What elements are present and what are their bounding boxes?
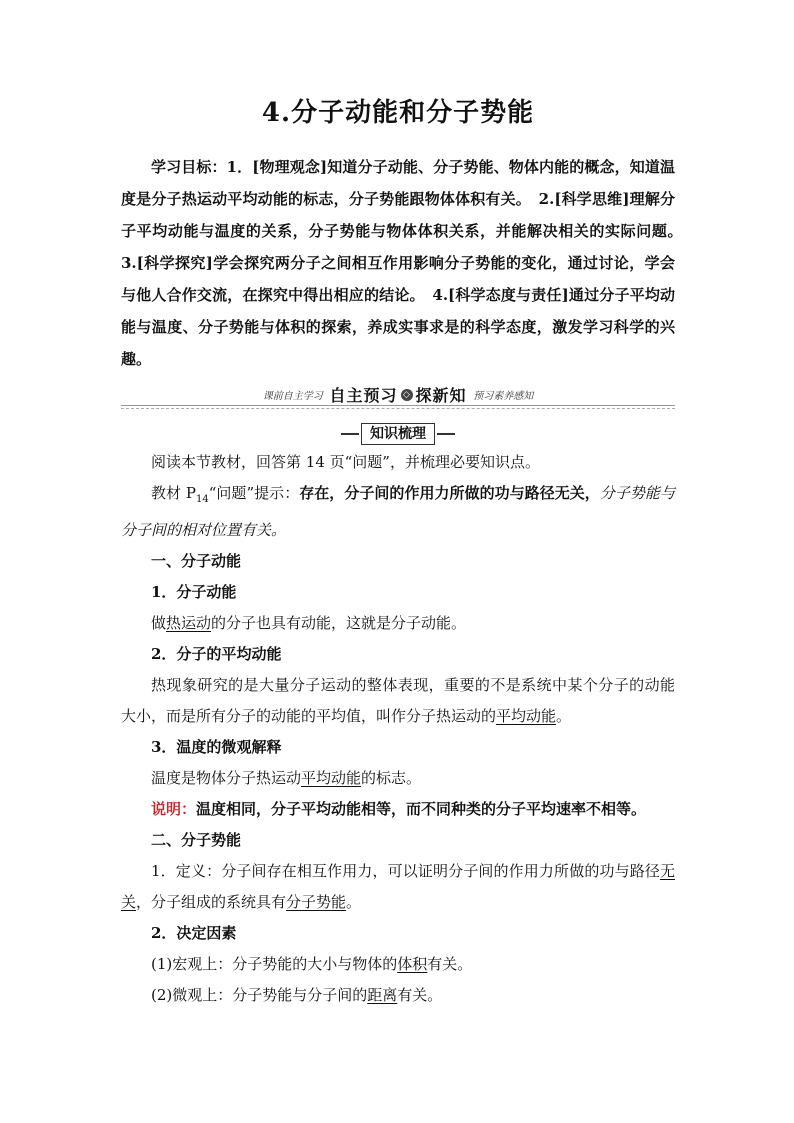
paragraph-macro: (1)宏观上：分子势能的大小与物体的体积有关。 — [151, 955, 473, 973]
learning-objectives: 学习目标：1．[物理观念]知道分子动能、分子势能、物体内能的概念，知道温度是分子热运动平均动能的标志，分子势能跟物体体积有关。 2.[科学思维]理解分子平均动能与温度的关系，分子势能与物体体积关系，并能解决相关的实际问题。 3.[科学探究]学会探究两分子之间相互作用影响分子势能的变化，通过讨论，学会与他人合作交流，在探究中得出相应的结论。 4.[科学态度与责任]通过分子平均动能与温度、分子势能与体积的探索，养成实事求是的科学态度，激发学习科学的兴趣。 — [121, 158, 691, 368]
banner-right-caption: 预习素养感知 — [473, 391, 534, 402]
fill-blank: 平均动能 — [496, 707, 557, 725]
paragraph-definition: 1．定义：分子间存在相互作用力，可以证明分子间的作用力所做的功与路径无关，分子组成的系统具有分子势能。 — [121, 862, 675, 911]
banner-title-right: 探新知 — [415, 386, 467, 405]
fill-blank: 无关 — [121, 862, 675, 911]
subheading-temperature: 3．温度的微观解释 — [151, 738, 282, 756]
note-label: 说明： — [151, 800, 197, 818]
header-right-bar — [437, 433, 455, 435]
heading-molecular-kinetic-energy: 一、分子动能 — [151, 552, 242, 570]
fill-blank: 平均动能 — [301, 769, 362, 787]
section-banner — [121, 381, 675, 411]
knowledge-header — [121, 423, 675, 447]
paragraph-average-kinetic-energy: 热现象研究的是大量分子运动的整体表现，重要的不是系统中某个分子的动能大小，而是所有分子的动能的平均值，叫作分子热运动的平均动能。 — [121, 676, 675, 725]
page-title: 4.分子动能和分子势能 — [261, 98, 535, 128]
banner-left-caption: 课前自主学习 — [262, 391, 323, 402]
fill-blank: 分子势能 — [286, 893, 347, 911]
banner-row — [121, 383, 675, 406]
paragraph-kinetic-energy: 做热运动的分子也具有动能，这就是分子动能。 — [151, 614, 467, 632]
fill-blank: 体积 — [397, 955, 428, 973]
note-paragraph: 说明：温度相同，分子平均动能相等，而不同种类的分子平均速率不相等。 — [151, 800, 647, 818]
fill-blank: 热运动 — [166, 614, 212, 632]
knowledge-header-label: 知识梳理 — [361, 423, 435, 445]
subheading-determining-factors: 2．决定因素 — [151, 924, 237, 942]
fill-blank: 距离 — [367, 986, 398, 1004]
paragraph-temperature: 温度是物体分子热运动平均动能的标志。 — [151, 769, 422, 787]
banner-title-left: 自主预习 — [329, 386, 398, 405]
header-left-bar — [341, 433, 359, 435]
paragraph-micro: (2)微观上：分子势能与分子间的距离有关。 — [151, 986, 443, 1004]
intro-paragraph: 阅读本节教材，回答第 14 页“问题”，并梳理必要知识点。 — [151, 453, 540, 471]
diamond-icon: ◇ — [401, 389, 413, 401]
heading-molecular-potential-energy: 二、分子势能 — [151, 831, 242, 849]
subheading-average-kinetic-energy: 2．分子的平均动能 — [151, 645, 282, 663]
subheading-molecular-kinetic-energy: 1．分子动能 — [151, 583, 237, 601]
textbook-hint: 教材 $P_{14}“$问题”提示：存在，分子间的作用力所做的功与路径无关，分子势能与分子间的相对位置有关。 — [121, 484, 675, 539]
banner-dashed-rule — [121, 408, 675, 409]
page-content — [121, 92, 691, 1011]
